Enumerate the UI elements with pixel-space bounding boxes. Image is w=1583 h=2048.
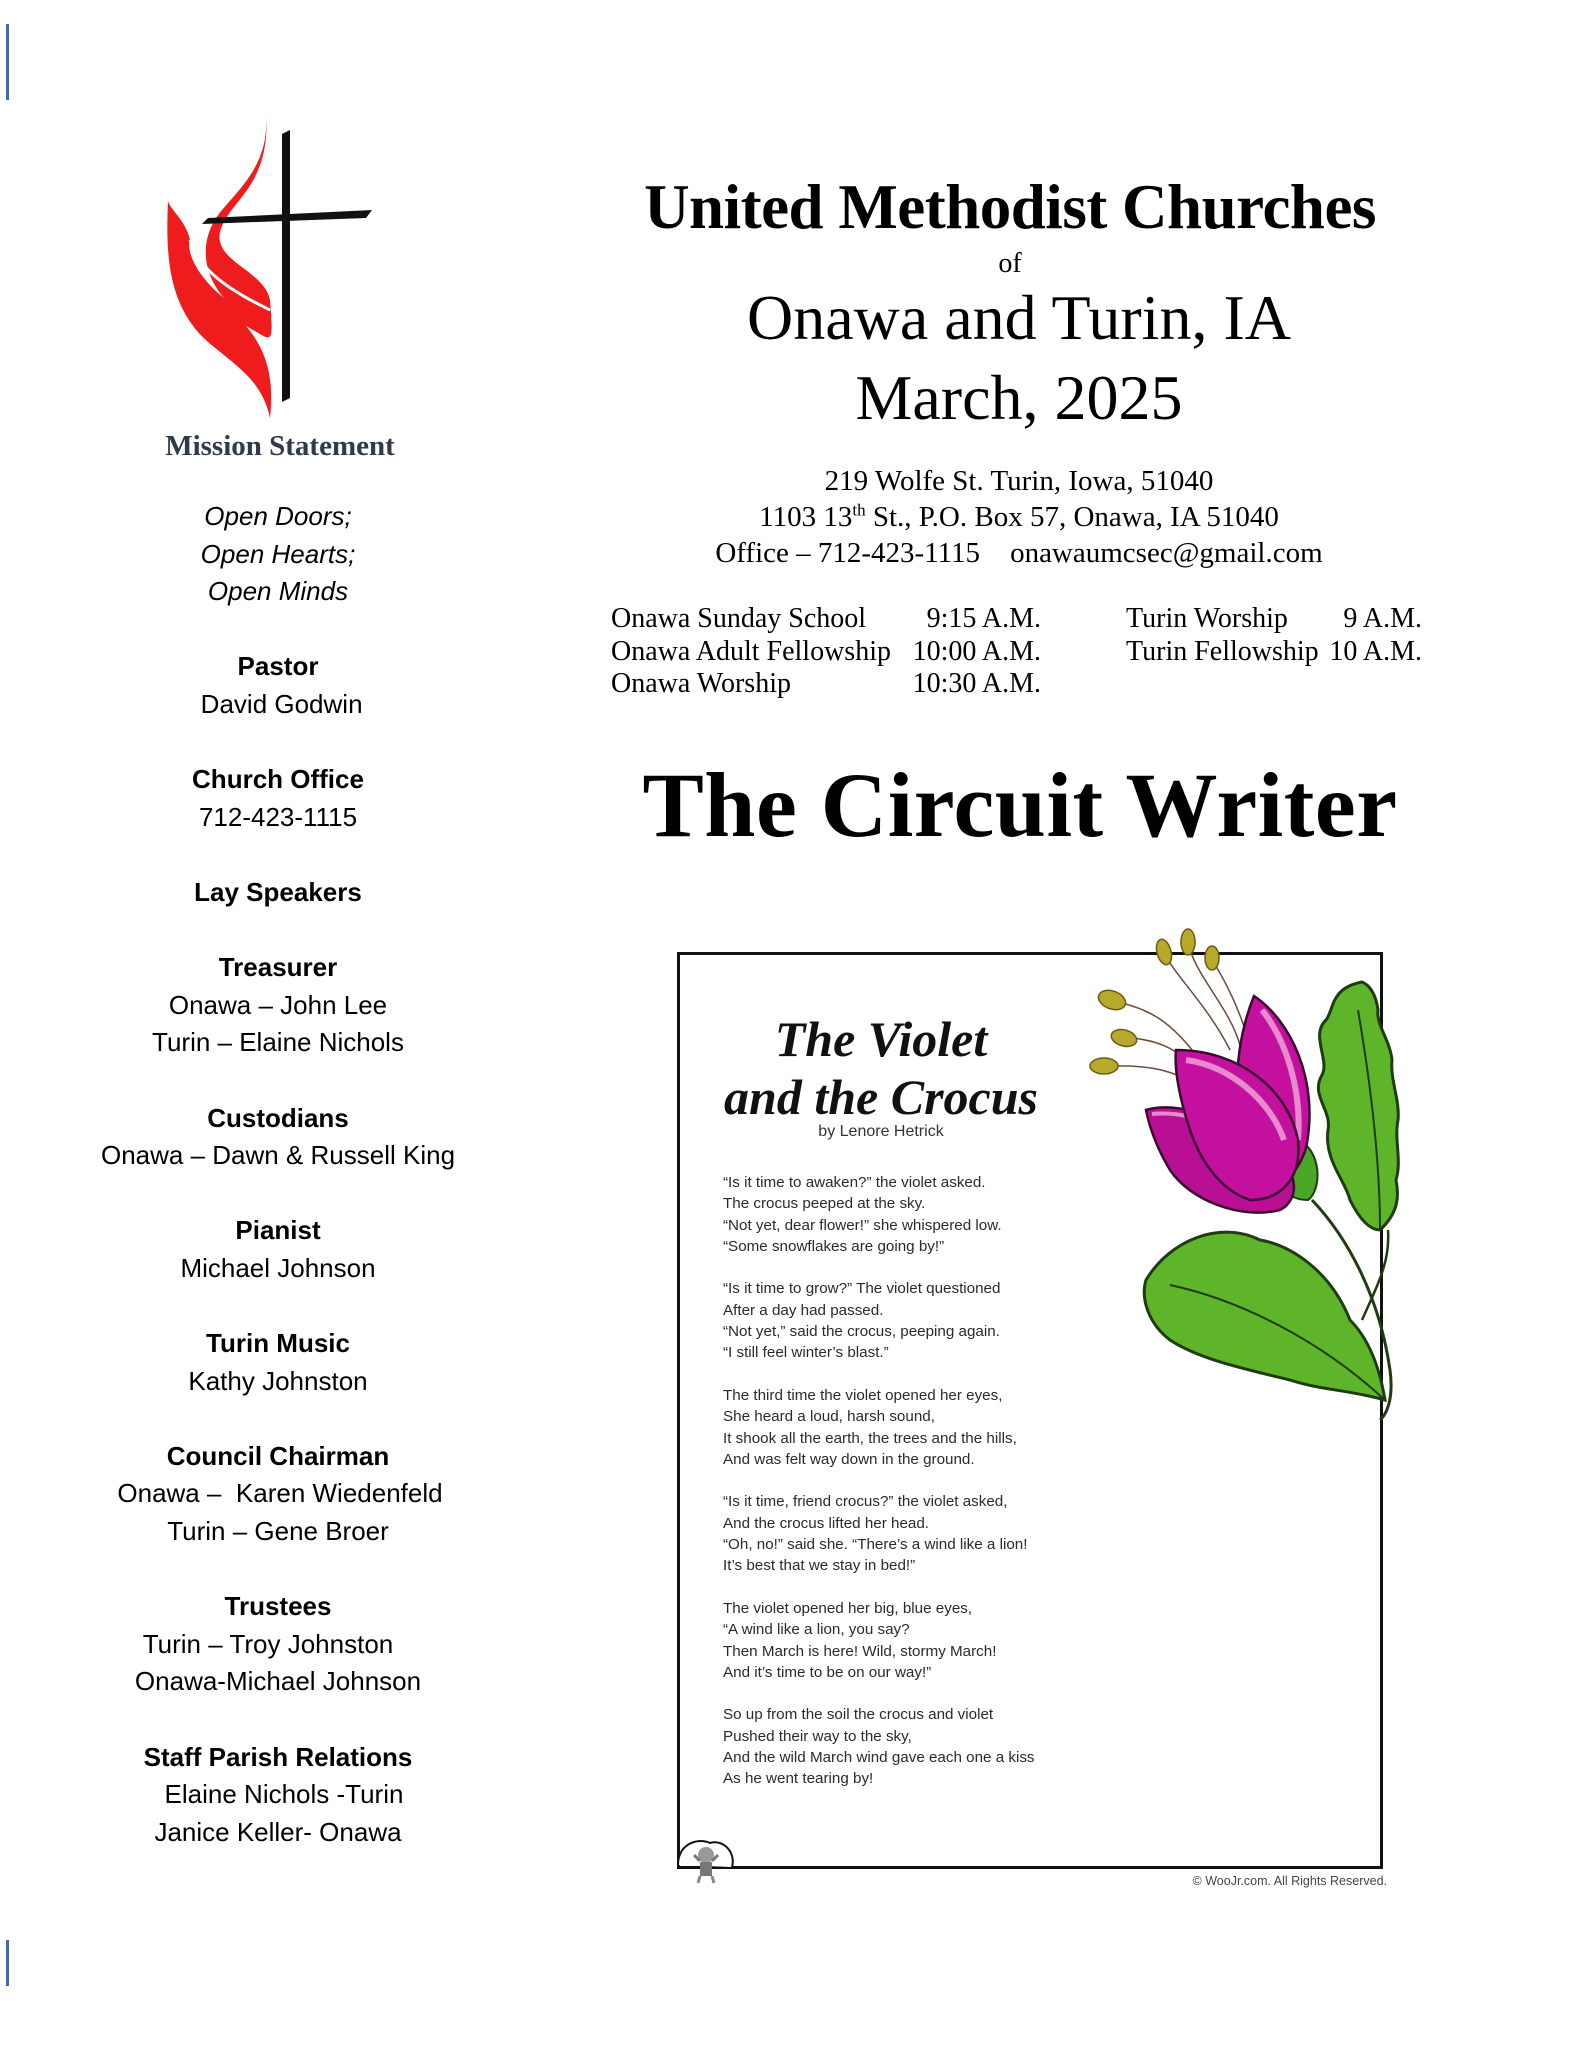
- motto-line: Open Hearts;: [200, 538, 356, 569]
- poem-stanza: So up from the soil the crocus and violet Pushed their way to the sky, And the wild March wind gave each one a kiss As he went tearing by!: [723, 1706, 1035, 1788]
- cross-and-flame-icon: [150, 100, 410, 420]
- margin-marker-top: [6, 24, 9, 100]
- staff-heading: Staff Parish Relations: [143, 1741, 413, 1772]
- schedule-row: Turin Fellowship 10 A.M.: [1126, 635, 1422, 667]
- staff-line: 712-423-1115: [198, 801, 358, 832]
- margin-marker-bottom: [6, 1940, 9, 1986]
- staff-group-church-office: [78, 761, 478, 836]
- mission-motto: [78, 498, 478, 611]
- staff-heading: Lay Speakers: [194, 876, 362, 907]
- schedule-row: Onawa Sunday School 9:15 A.M.: [611, 603, 1041, 634]
- staff-line: Onawa – John Lee: [168, 989, 388, 1020]
- schedule-row: Onawa Adult Fellowship 10:00 A.M.: [611, 635, 1041, 667]
- staff-heading: Church Office: [192, 764, 364, 795]
- staff-group-custodians: [78, 1100, 478, 1175]
- staff-group-turin-music: [78, 1325, 478, 1400]
- office-contact: [560, 535, 1478, 571]
- woojr-kid-mascot: [676, 1825, 736, 1885]
- cross-and-flame-logo: [150, 100, 410, 420]
- staff-line: Onawa-Michael Johnson: [134, 1666, 422, 1697]
- staff-line: Elaine Nichols -Turin: [164, 1779, 404, 1810]
- onawa-address: 1103 13th St., P.O. Box 57, Onawa, IA 51040: [759, 500, 1279, 533]
- crocus-flower-icon: [1040, 900, 1400, 1420]
- motto-line: Open Minds: [207, 576, 349, 607]
- staff-heading: Custodians: [207, 1102, 349, 1133]
- poem-stanza: “Is it time to grow?” The violet questioned After a day had passed. “Not yet,” said the crocus, peeping again. “I still feel winter’s blast.”: [723, 1280, 1001, 1362]
- staff-line: Turin – Troy Johnston: [142, 1628, 394, 1659]
- staff-heading: Pianist: [235, 1215, 321, 1246]
- copyright-notice: © WooJr.com. All Rights Reserved.: [1192, 1874, 1387, 1888]
- staff-line: Turin – Elaine Nichols: [152, 1027, 404, 1058]
- staff-group-pastor: [78, 648, 478, 723]
- office-email[interactable]: onawaumcsec@gmail.com: [1010, 537, 1323, 569]
- motto-line: Open Doors;: [204, 501, 352, 531]
- turin-schedule: [1126, 603, 1422, 668]
- staff-line: Onawa – Dawn & Russell King: [100, 1140, 456, 1171]
- turin-address: 219 Wolfe St. Turin, Iowa, 51040: [824, 465, 1214, 497]
- sidebar-staff-directory: [78, 498, 478, 1889]
- schedule-row: Turin Worship 9 A.M.: [1126, 603, 1422, 634]
- poem-stanza: “Is it time to awaken?” the violet asked. The crocus peeped at the sky. “Not yet, dear flower!” she whispered low. “Some snowflakes are going by!”: [723, 1174, 1002, 1255]
- church-title: United Methodist Churches: [644, 172, 1376, 242]
- onawa-schedule: [611, 603, 1041, 701]
- mission-statement-title: Mission Statement: [165, 430, 395, 462]
- title-of: of: [998, 248, 1022, 279]
- staff-group-council-chairman: [78, 1438, 478, 1551]
- crocus-flower-illustration: [1040, 900, 1400, 1420]
- office-phone: Office – 712-423-1115: [715, 537, 981, 569]
- staff-line: Janice Keller- Onawa: [154, 1816, 402, 1847]
- poem-stanza: The violet opened her big, blue eyes, “A wind like a lion, you say? Then March is here! Wild, stormy March! And it’s time to be on our way!”: [723, 1599, 997, 1681]
- contact-block: [560, 463, 1478, 571]
- staff-heading: Trustees: [224, 1591, 332, 1622]
- issue-date: March, 2025: [855, 362, 1183, 433]
- church-location: Onawa and Turin, IA: [747, 282, 1291, 353]
- staff-heading: Council Chairman: [166, 1440, 390, 1471]
- staff-group-lay-speakers: [78, 874, 478, 912]
- staff-line: Onawa – Karen Wiedenfeld: [117, 1478, 443, 1509]
- poem-title: The Violet and the Crocus: [724, 1011, 1038, 1125]
- poem-stanza: “Is it time, friend crocus?” the violet asked, And the crocus lifted her head. “Oh, no!” said she. “There’s a wind like a lion! It’s best that we stay in bed!”: [723, 1493, 1028, 1575]
- staff-group-staff-parish-relations: [78, 1739, 478, 1852]
- staff-group-treasurer: [78, 949, 478, 1062]
- child-mascot-icon: [676, 1825, 736, 1885]
- staff-heading: Pastor: [237, 651, 319, 682]
- poem-author: by Lenore Hetrick: [818, 1123, 944, 1140]
- staff-line: Turin – Gene Broer: [167, 1516, 389, 1547]
- staff-heading: Turin Music: [206, 1328, 350, 1359]
- staff-group-trustees: [78, 1588, 478, 1701]
- staff-group-pianist: [78, 1212, 478, 1287]
- schedule-row: Onawa Worship 10:30 A.M.: [611, 668, 1041, 699]
- staff-line: David Godwin: [193, 688, 363, 719]
- staff-line: Michael Johnson: [180, 1252, 376, 1283]
- newsletter-title: The Circuit Writer: [642, 754, 1398, 856]
- staff-line: Kathy Johnston: [188, 1365, 368, 1396]
- staff-heading: Treasurer: [218, 952, 338, 983]
- poem-stanza: The third time the violet opened her eyes, She heard a loud, harsh sound, It shook all the earth, the trees and the hills, And was felt way down in the ground.: [723, 1386, 1017, 1468]
